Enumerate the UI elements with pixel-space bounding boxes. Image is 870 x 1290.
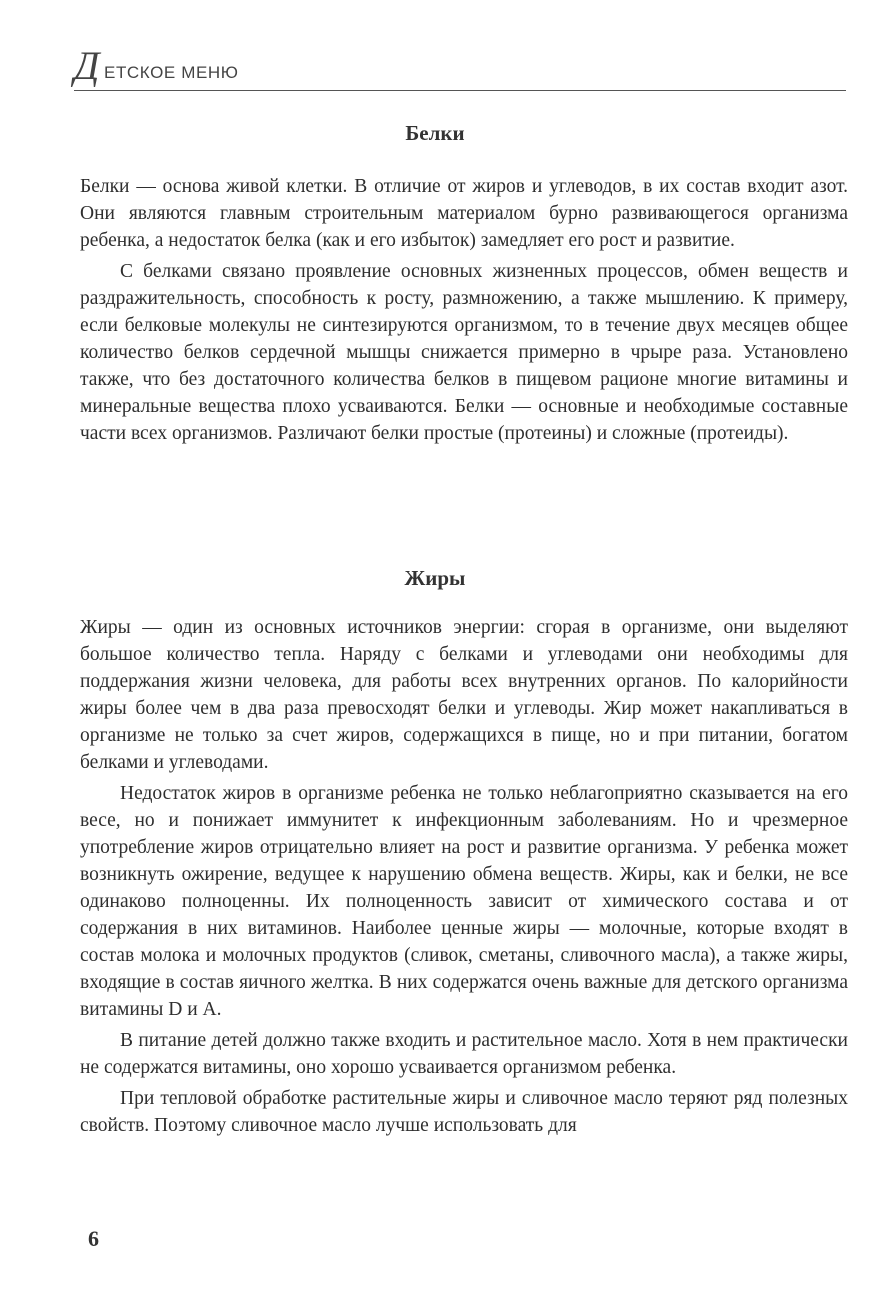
paragraph: Жиры — один из основных источников энергии: сгорая в организме, они выделяют большое количество тепла. Наряду с белками и углеводами они необходимы для поддержания жизни человека, для работы всех внутренних органов. По калорийности жиры более чем в два раза превосходят белки и углеводы. Жир может накапливаться в организме не только за счет жиров, содержащихся в пище, но и при питании, богатом белками и углеводами. bbox=[80, 617, 848, 773]
page-number: 6 bbox=[88, 1226, 99, 1251]
section-body-proteins bbox=[80, 173, 848, 451]
header-initial-letter: Д bbox=[74, 43, 100, 88]
paragraph: С белками связано проявление основных жизненных процессов, обмен веществ и раздражительность, способность к росту, размножению, а также мышлению. К примеру, если белковые молекулы не синтезируются организмом, то в течение двух месяцев общее количество белков сердечной мышцы снижается примерно в чрыре раза. Установлено также, что без достаточного количества белков в пищевом рационе многие витамины и минеральные вещества плохо усваиваются. Белки — основные и необходимые составные части всех организмов. Различают белки простые (протеины) и сложные (протеиды). bbox=[80, 261, 848, 444]
running-header bbox=[74, 43, 846, 91]
paragraph: При тепловой обработке растительные жиры и сливочное масло теряют ряд полезных свойств. Поэтому сливочное масло лучше использовать для bbox=[80, 1088, 848, 1136]
section-body-fats bbox=[80, 614, 848, 1143]
header-title: ЕТСКОЕ МЕНЮ bbox=[104, 63, 239, 82]
section-title-proteins: Белки bbox=[405, 121, 465, 145]
paragraph: Недостаток жиров в организме ребенка не только неблагоприятно сказывается на его весе, но и понижает иммунитет к инфекционным заболеваниям. Но и чрезмерное употребление жиров отрицательно влияет на рост и развитие организма. У ребенка может возникнуть ожирение, ведущее к нарушению обмена веществ. Жиры, как и белки, не все одинаково полноценны. Их полноценность зависит от химического состава и от содержания в них витаминов. Наиболее ценные жиры — молочные, которые входят в состав молока и молочных продуктов (сливок, сметаны, сливочного масла), а также жиры, входящие в состав яичного желтка. В них содержатся очень важные для детского организма витамины D и A. bbox=[80, 783, 848, 1020]
paragraph: Белки — основа живой клетки. В отличие от жиров и углеводов, в их состав входит азот. Они являются главным строительным материалом бурно развивающегося организма ребенка, а недостаток белка (как и его избыток) замедляет его рост и развитие. bbox=[80, 176, 848, 251]
paragraph: В питание детей должно также входить и растительное масло. Хотя в нем практически не содержатся витамины, оно хорошо усваивается организмом ребенка. bbox=[80, 1030, 848, 1078]
section-title-fats: Жиры bbox=[404, 566, 466, 590]
